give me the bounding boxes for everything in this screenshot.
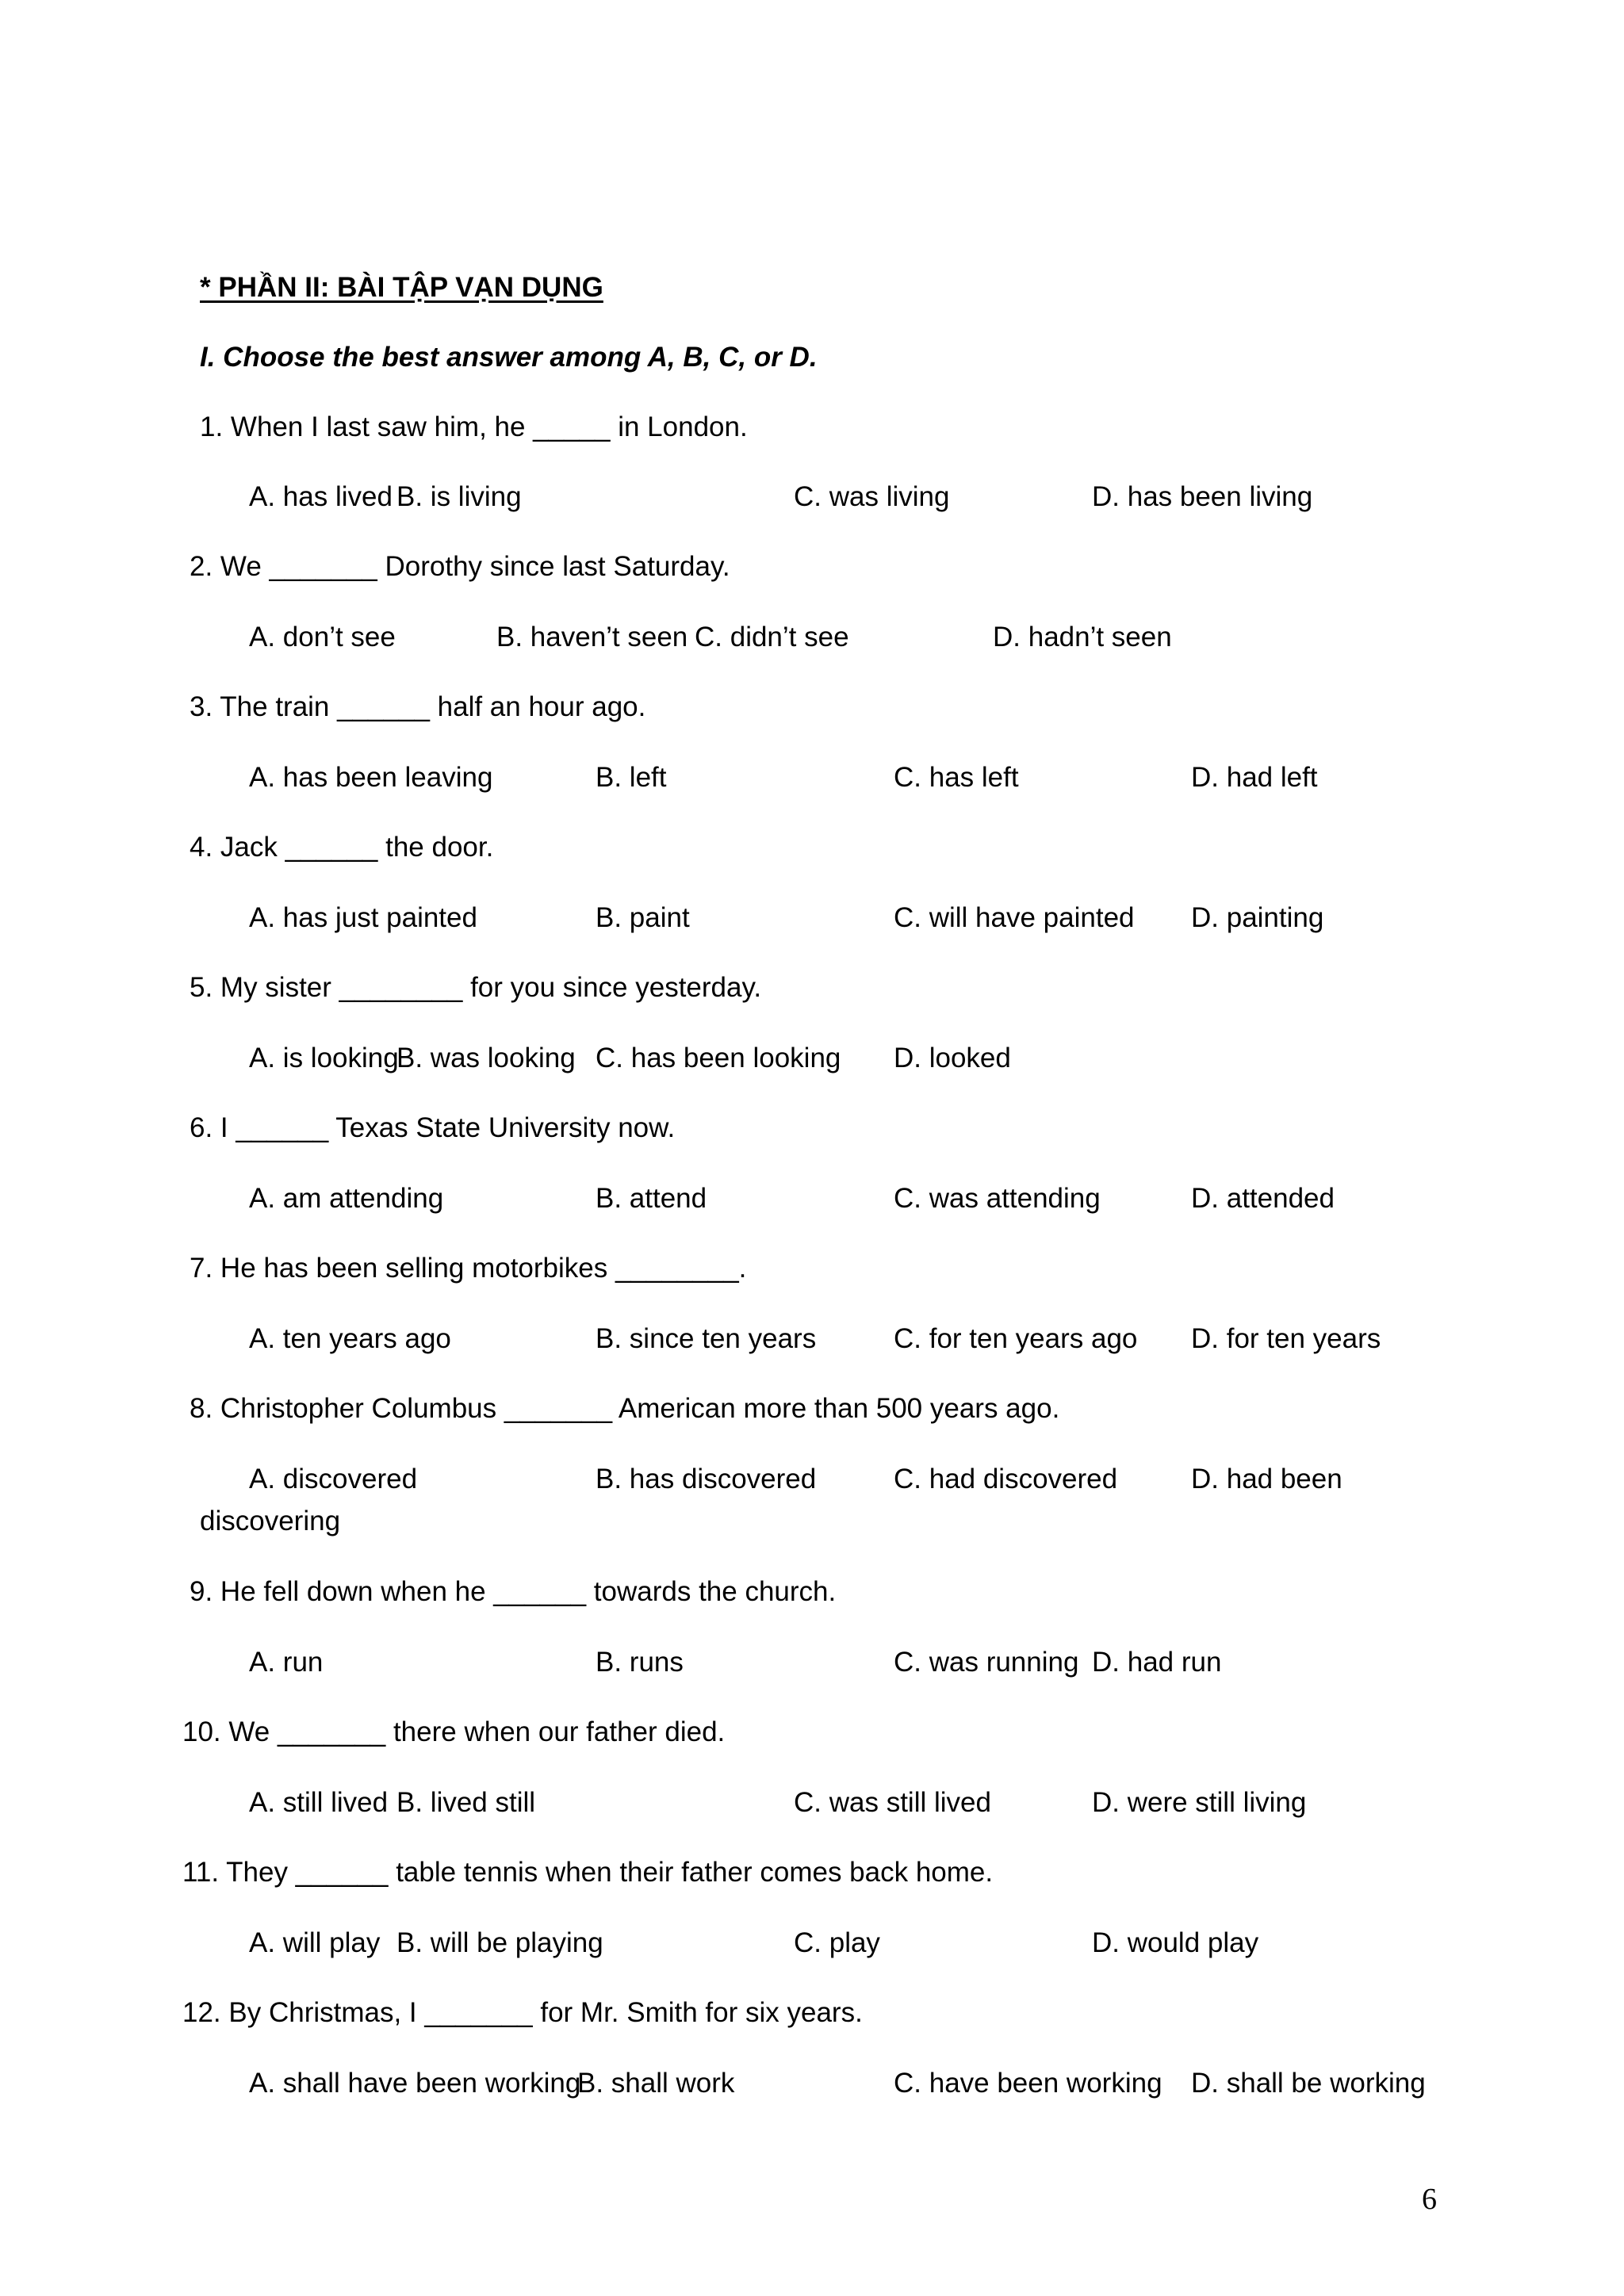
question-stem: 10. We _______ there when our father died. [182, 1716, 726, 1747]
question-stem: 4. Jack ______ the door. [190, 832, 494, 863]
option-b: B. is living [396, 481, 522, 512]
option-b: B. lived still [396, 1787, 536, 1818]
question-stem: 7. He has been selling motorbikes ________. [190, 1253, 747, 1284]
option-c: C. has been looking [596, 1043, 841, 1073]
option-a: A. has lived [249, 481, 393, 512]
option-d: D. had been [1191, 1464, 1342, 1494]
option-c: C. was attending [894, 1183, 1101, 1214]
section-heading: * PHẦN II: BÀI TẬP VẠN DỤNG [200, 272, 603, 303]
option-c: C. has left [894, 762, 1019, 793]
option-c: C. had discovered [894, 1464, 1118, 1494]
option-d: D. were still living [1092, 1787, 1307, 1818]
option-d: D. had run [1092, 1647, 1222, 1678]
question-stem: 6. I ______ Texas State University now. [190, 1112, 676, 1143]
option-a: A. run [249, 1647, 324, 1678]
option-d: D. had left [1191, 762, 1318, 793]
option-b: B. has discovered [596, 1464, 817, 1494]
option-b: B. shall work [577, 2068, 735, 2099]
option-b: B. was looking [396, 1043, 576, 1073]
option-a: A. will play [249, 1927, 381, 1958]
option-d: D. shall be working [1191, 2068, 1426, 2099]
option-a: A. is looking [249, 1043, 399, 1073]
option-b: B. left [596, 762, 667, 793]
question-stem: 1. When I last saw him, he _____ in London. [200, 411, 748, 442]
option-d: D. attended [1191, 1183, 1335, 1214]
option-b: B. since ten years [596, 1323, 817, 1354]
option-c: C. was running [894, 1647, 1079, 1678]
option-a: A. am attending [249, 1183, 444, 1214]
option-a: A. still lived [249, 1787, 389, 1818]
option-c: C. didn’t see [695, 622, 849, 652]
option-d: D. painting [1191, 902, 1324, 933]
question-stem: 2. We _______ Dorothy since last Saturday. [190, 551, 730, 582]
option-c: C. was living [794, 481, 950, 512]
option-b: B. paint [596, 902, 690, 933]
option-b: B. attend [596, 1183, 707, 1214]
option-d: D. looked [894, 1043, 1011, 1073]
option-c: C. for ten years ago [894, 1323, 1138, 1354]
option-a: A. discovered [249, 1464, 418, 1494]
option-a: A. has been leaving [249, 762, 493, 793]
option-b: B. runs [596, 1647, 684, 1678]
page-number: 6 [1422, 2183, 1437, 2216]
option-d: D. for ten years [1191, 1323, 1381, 1354]
question-stem: 11. They ______ table tennis when their father comes back home. [182, 1857, 994, 1888]
option-d: D. has been living [1092, 481, 1313, 512]
option-d: D. would play [1092, 1927, 1259, 1958]
question-stem: 9. He fell down when he ______ towards the church. [190, 1576, 837, 1607]
question-stem: 3. The train ______ half an hour ago. [190, 691, 646, 722]
question-stem: 8. Christopher Columbus _______ American more than 500 years ago. [190, 1393, 1060, 1424]
option-d: D. hadn’t seen [993, 622, 1172, 652]
option-a: A. ten years ago [249, 1323, 451, 1354]
instruction: I. Choose the best answer among A, B, C, or D. [200, 342, 818, 373]
option-c: C. play [794, 1927, 880, 1958]
question-stem: 12. By Christmas, I _______ for Mr. Smith for six years. [182, 1997, 863, 2028]
option-b: B. haven’t seen [496, 622, 688, 652]
option-b: B. will be playing [396, 1927, 603, 1958]
option-a: A. shall have been working [249, 2068, 581, 2099]
option-continuation: discovering [200, 1506, 341, 1536]
question-stem: 5. My sister ________ for you since yesterday. [190, 972, 762, 1003]
option-c: C. have been working [894, 2068, 1162, 2099]
option-c: C. will have painted [894, 902, 1135, 933]
option-a: A. has just painted [249, 902, 477, 933]
option-c: C. was still lived [794, 1787, 991, 1818]
option-a: A. don’t see [249, 622, 396, 652]
